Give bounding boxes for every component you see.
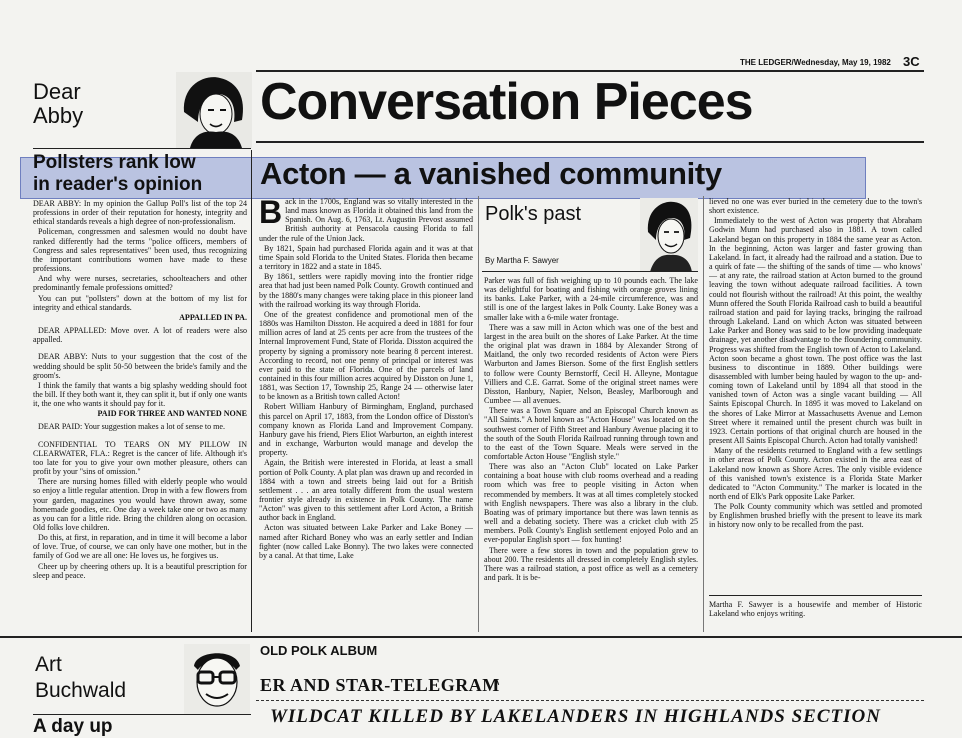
acton-paragraph: The Polk County community which was settled and promoted by Englishmen brushed briefly with the present to leave its mark in history now only to be recalled from the past. [709, 502, 922, 530]
bottom-rule [0, 636, 962, 638]
abby-paragraph: Policeman, congressmen and salesmen would no doubt have ranked differently had the terms "police officers, members of Congress and sales representatives" been used, thus recognizing the important contributions women have made to these professions. [33, 227, 247, 274]
byline: By Martha F. Sawyer [485, 256, 559, 265]
page-title: Conversation Pieces [260, 73, 753, 131]
acton-column-1 [259, 197, 473, 632]
acton-paragraph: There was a saw mill in Acton which was one of the best and largest in the area built on the shores of Lake Parker. At the time the original plat was drawn in 1884 by Alexander Strong of Maitland, the only two recorded residents of Acton were Piers Warburton and James Bierson. Some of the first English settlers to follow were County Bernstorff, Cecil H. Alleyne, Montague Villiers and C.E. Garrat. Some of the original street names were Disston, Hanbury, Napier, Nelson, Beasley, Marlborough and Cumbee — all avenues. [484, 322, 698, 406]
acton-column-3 [709, 197, 922, 593]
acton-paragraph: Immediately to the west of Acton was property that Abraham Godwin Munn had purchased also in 1881. A town called Lakeland began on this property in 1884 the same year as Acton. In the beginning, Acton was larger and faster growing than Lakeland. In fact, it already had the railroad and a station. Due to a quirk of fate — the shifting of the sands of time — who knows' — at any rate, the railroad station at Acton burned to the ground leaving the town without adequate railroad facilities. A town could not flourish without the railroad! At this point, the wealthy Munn offered the South Florida Railroad cash to build a beautiful railroad station and paid for laying tracks, bringing the railroad through Lakeland. Land on which Acton was situated between Lake Parker and Boney was said to be low providing inadequate drainage, yet another disadvantage to the floundering community. Progress was shifted from the English town of Acton to Lakeland. Acton soon became a ghost town. The post office was the last business to discontinue in 1889. Other buildings were disassembled with lumber being hauled by wagon to the up- and-coming town of Lakeland until by 1894 all that stood in the vanished town of Acton was a single vacant building — All Saints Episcopal Church. In 1895 it was moved to Lakeland on the shores of Lake Mirror at Massachusetts Avenue and Lemon Street where it remained until the present church was built in 1923. Certain portions of that original church are housed in the present All Saints Episcopal Church. Acton had totally vanished! [709, 216, 922, 446]
acton-paragraph: There was also an "Acton Club" located on Lake Parker containing a boat house with club rooms overhead and a reading room which was free to people visiting in Acton when recommended by members. It was at all times completely stocked with English newspapers. There was also a library in the club. Boating was of primary importance but there was lawn tennis as well and a debating society. There was a cricket club with 25 members. Polk County's English settlement enjoyed Polo and an ever-popular English sport — fox hunting! [484, 462, 698, 545]
clip-headline: WILDCAT KILLED BY LAKELANDERS IN HIGHLANDS SECTION [270, 706, 881, 727]
acton-column-2 [484, 276, 698, 632]
clip-masthead: ER AND STAR-TELEGRAM [260, 675, 500, 695]
abby-letter: Cheer up by cheering others up. It is a beautiful prescription for sleep and peace. [33, 561, 247, 580]
author-portrait [640, 198, 698, 272]
abby-letter: Do this, at first, in reparation, and in time it will become a labor of love. True, of course, we can only have one mother, but in the family of God we are all one: He loves us, he forgives us. [33, 533, 247, 561]
abby-headline-line1: Pollsters rank low [33, 152, 196, 173]
abby-signature: PAID FOR THREE AND WANTED NONE [97, 409, 247, 419]
acton-paragraph: There were a few stores in town and the population grew to about 200. The residents all dressed in completely English styles. There was a railroad station, a post office as well as a cemetery and park. It is be- [484, 545, 698, 582]
acton-paragraph: Many of the residents returned to England with a few settlings in other areas of Polk County. Acton existed in the area east of Lakeland now known as Shore Acres. The only visible evidence of this vanished town's existence is a Florida State Marker dedicated to "Acton Community." The marker is located in the north end of Elk's Park opposite Lake Parker. [709, 446, 922, 501]
buchwald-label-line1: Art [35, 653, 62, 676]
acton-paragraph: ack in the 1700s, England was so vitally interested in the land mass known as Florida it obtained this land from the Spanish. On Aug. 6, 1763, Lt. Augustin Prevost assumed British authority at Pensacola causing Florida to fall under the rule of the Union Jack. [259, 197, 473, 243]
abby-portrait [176, 72, 252, 148]
acton-paragraph: Robert William Hanbury of Birmingham, England, purchased this parcel on April 17, 1883, from the London office of Disston's company known as Florida Land and Improvement Company. Hanbury gave his friend, Piers Eliot Warburton, an eighth interest and in exchange, Warburton would manage and develop the property. [259, 402, 473, 458]
abby-paragraph: You can put "pollsters" down at the bottom of my list for integrity and ethical standards. [33, 293, 247, 312]
acton-paragraph: By 1861, settlers were rapidly moving into the frontier ridge area that had just been named Polk County. Growth continued and by the 1880's many changes were taking place in this pioneer land with the railroad working its way through Florida. [259, 272, 473, 309]
clip-rule [256, 700, 924, 702]
old-polk-title: OLD POLK ALBUM [260, 643, 378, 658]
acton-paragraph: Again, the British were interested in Florida, at least a small portion of Polk County. A plat plan was drawn up and recorded in 1884 with a town and streets being laid out for a British settlement . . . an area totally different from the usual western frontier style already in existence in Polk County. The name "Acton" was given to this settlement after Lord Acton, a British author back in England. [259, 458, 473, 523]
dear-abby-label-line2: Abby [33, 103, 84, 128]
acton-paragraph: One of the greatest confidence and promotional men of the 1880s was Hamilton Disston. He acquired a deed in 1881 for four million acres of land at 25 cents per acre from the trustees of the Internal Improvement Fund, State of Florida. Disston acquired the property by signing a promissory note bearing 8 percent interest. According to record, not one penny of principal or interest was ever paid to the state of Florida. One of the parcels of land contained in this four million acres acquired by Disston on June 1, 1881, was Section 17, Township 25, Range 24 — otherwise later to be known as a British town called Acton! [259, 309, 473, 402]
column-rule-abby [251, 150, 252, 632]
title-rule [256, 141, 924, 143]
buchwald-label-line2: Buchwald [35, 679, 127, 702]
author-note-text: Martha F. Sawyer is a housewife and member of Historic Lakeland who enjoys writing. [709, 600, 922, 619]
acton-paragraph: lieved no one was ever buried in the cemetery due to the town's short existence. [709, 197, 922, 216]
dear-abby-column [33, 199, 247, 631]
abby-headline-line2: in reader's opinion [33, 174, 203, 195]
page-number: 3C [903, 54, 920, 69]
abby-paragraph: And why were nurses, secretaries, schoolteachers and other predominantly female professions omitted? [33, 274, 247, 293]
dear-abby-label [33, 80, 83, 128]
drop-cap: B [259, 197, 283, 230]
abby-letter: There are nursing homes filled with elderly people who would so enjoy a little regular attention. Drop in with a few flowers from your garden, magazines you would have thrown away, some homemade goodies, etc. One day a week take one or two as many as you can for a little ride. Bring the children along on occasion. Old folks love children. [33, 477, 247, 532]
acton-paragraph: Acton was situated between Lake Parker and Lake Boney — named after Richard Boney who was an early settler and Indian fighter (now called Lake Bonny). The two lakes were connected by a canal. At that time, Lake [259, 523, 473, 560]
byline-rule [482, 271, 698, 272]
abby-letter: I think the family that wants a big splashy wedding should foot the bill. If they both want it, they can split it, but if only one wants it, the one who wants it should pay for it. [33, 380, 247, 409]
acton-headline: Acton — a vanished community [260, 156, 722, 191]
column-rule-1 [478, 196, 479, 632]
dear-abby-label-line1: Dear [33, 79, 81, 104]
acton-paragraph: Parker was full of fish weighing up to 10 pounds each. The lake was delightful for boating and fishing with orange groves lining its banks. Lake Parker, with a 24-mile circumference, was and still is one of the largest lakes in Polk County. Lake Boney was a smaller lake with a 6-mile water frontage. [484, 276, 698, 322]
clip-mark [496, 677, 505, 685]
column-rule-2 [703, 196, 704, 632]
dateline: THE LEDGER/Wednesday, May 19, 1982 [740, 58, 891, 67]
abby-letter: CONFIDENTIAL TO TEARS ON MY PILLOW IN CLEARWATER, FLA.: Regret is the cancer of life. Although it's too late for you to give your own mother pleasure, others can profit by your "sins of omission." [33, 439, 247, 477]
acton-paragraph: There was a Town Square and an Episcopal Church known as "All Saints." A hotel known as "Acton House" was located on the southwest corner of Fifth Street and Hanbury Avenue placing it to the south of the South Florida Railroad running through town and to the east of the Town Square. Meals were served in the comfortable Acton House "English style." [484, 406, 698, 461]
column-name: Polk's past [485, 203, 582, 225]
buchwald-portrait [184, 644, 250, 714]
abby-letter: DEAR ABBY: Nuts to your suggestion that the cost of the wedding should be split 50-50 between the bride's family and the groom's. [33, 352, 247, 380]
buchwald-rule [33, 714, 251, 715]
abby-reply: DEAR APPALLED: Move over. A lot of readers were also appalled. [33, 326, 247, 345]
abby-reply: DEAR PAID: Your suggestion makes a lot of sense to me. [38, 422, 226, 432]
buchwald-label [35, 652, 126, 704]
abby-headline [33, 152, 202, 196]
author-note [709, 600, 922, 622]
abby-signature: APPALLED IN PA. [179, 312, 247, 322]
acton-paragraph: By 1821, Spain had purchased Florida again and it was at that time Spain sold Florida to the United States. Florida then became a territory in 1822 and a state in 1845. [259, 243, 473, 272]
abby-paragraph: DEAR ABBY: In my opinion the Gallup Poll's list of the top 24 professions in order of their reputation for honesty, integrity and ethical standards reveals a high degree of non-professionalism. [33, 199, 247, 227]
abby-rule [33, 148, 251, 149]
buchwald-headline: A day up [33, 716, 113, 737]
author-note-rule [709, 595, 922, 596]
